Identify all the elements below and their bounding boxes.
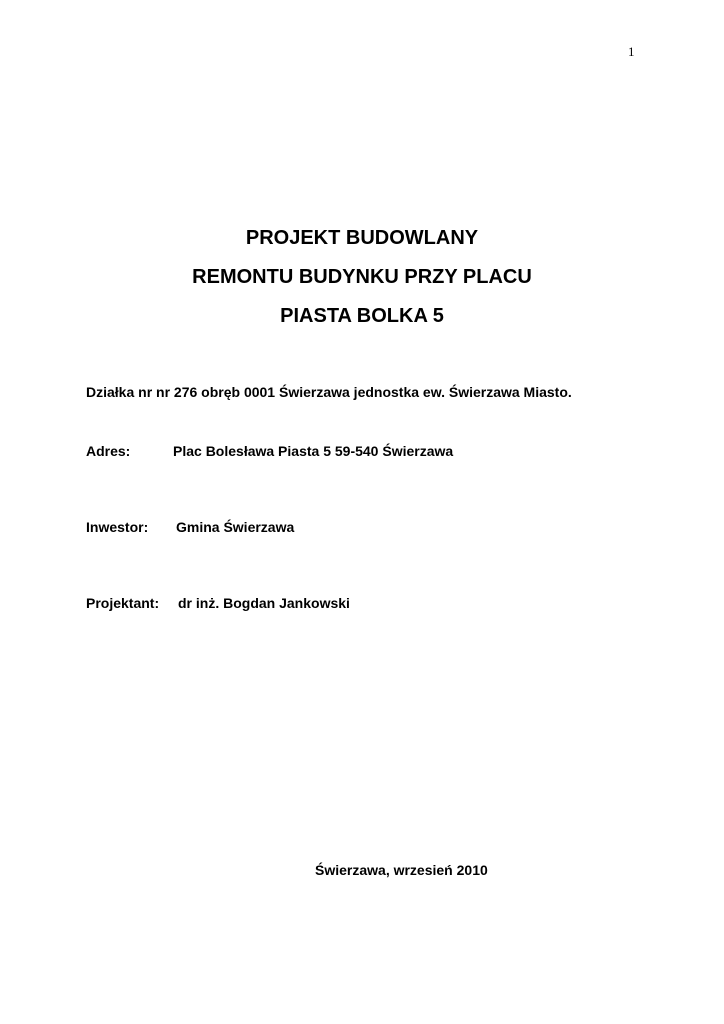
title-line-3: PIASTA BOLKA 5 (280, 305, 444, 327)
title-line-2: REMONTU BUDYNKU PRZY PLACU (192, 266, 532, 288)
plot-description: Działka nr nr 276 obręb 0001 Świerzawa jednostka ew. Świerzawa Miasto. (86, 384, 572, 400)
address-label: Adres: (86, 443, 131, 459)
place-and-date: Świerzawa, wrzesień 2010 (315, 862, 488, 878)
investor-label: Inwestor: (86, 519, 149, 535)
investor-value: Gmina Świerzawa (176, 519, 295, 535)
designer-label: Projektant: (86, 595, 160, 611)
document-title (0, 228, 724, 345)
designer-field (86, 595, 350, 611)
address-field (86, 443, 454, 459)
designer-value: dr inż. Bogdan Jankowski (178, 595, 350, 611)
page-number: 1 (628, 44, 635, 59)
address-value: Plac Bolesława Piasta 5 59-540 Świerzawa (173, 443, 454, 459)
investor-field (86, 519, 295, 535)
title-line-1: PROJEKT BUDOWLANY (245, 227, 479, 249)
